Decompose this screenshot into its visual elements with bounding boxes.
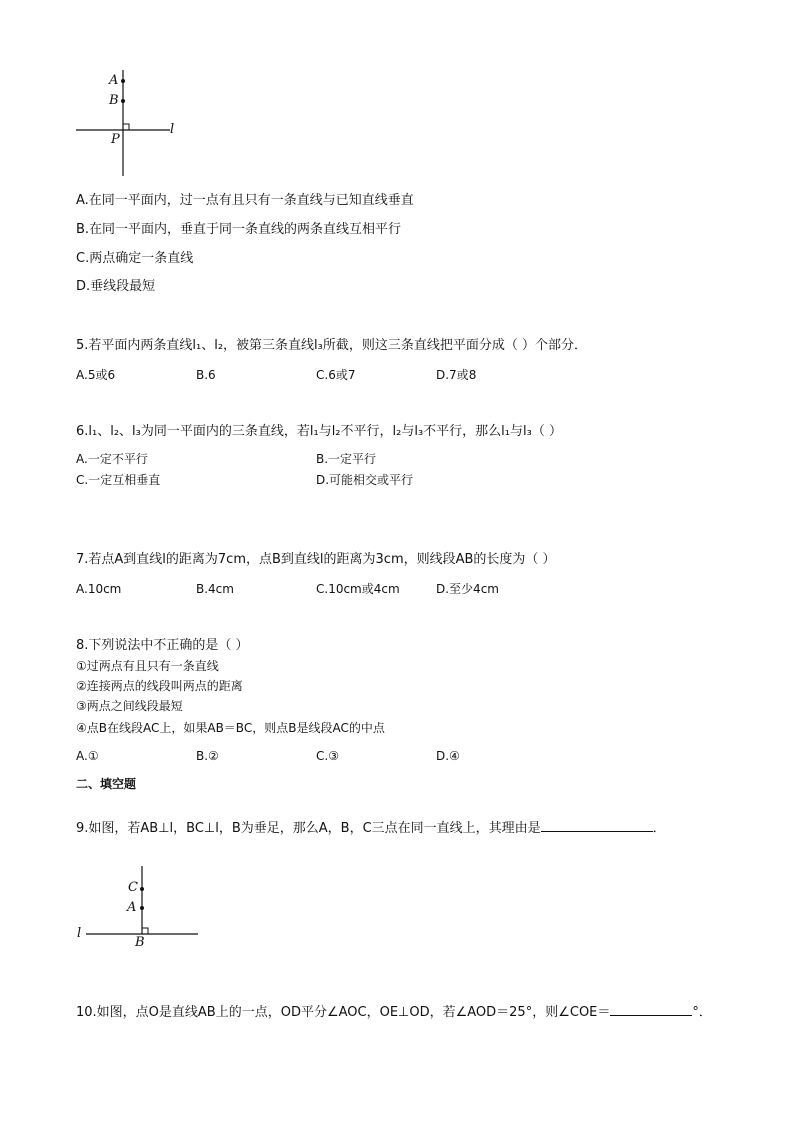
figure-9-label-b: B [135,935,145,950]
section-2-title: 二、填空题 [76,777,137,791]
q4-option-b: B.在同一平面内，垂直于同一条直线的两条直线互相平行 [76,222,402,237]
figure-9-label-a: A [127,900,137,915]
q8-option-d: D.④ [436,749,460,763]
q10-stem: 10.如图，点O是直线AB上的一点，OD平分∠AOC，OE⊥OD，若∠AOD＝25°，则∠COE＝ [76,1005,611,1020]
figure-1-label-l: l [170,122,175,137]
q10-end: °． [692,1005,712,1020]
q4-option-d: D.垂线段最短 [76,279,156,294]
q10-answer-blank[interactable] [610,1003,692,1016]
q8-statement-2: ②连接两点的线段叫两点的距离 [76,679,243,693]
q7-stem: 7.若点A到直线l的距离为7cm，点B到直线l的距离为3cm，则线段AB的长度为（ ） [76,552,556,567]
q4-option-a: A.在同一平面内，过一点有且只有一条直线与已知直线垂直 [76,193,414,208]
figure-1-label-b: B [109,93,119,108]
q6-option-a: A.一定不平行 [76,452,148,466]
q8-statement-4: ④点B在线段AC上，如果AB＝BC，则点B是线段AC的中点 [76,721,385,735]
figure-1-label-p: P [111,132,120,147]
q5-option-c: C.6或7 [316,368,356,382]
q7-option-c: C.10cm或4cm [316,582,400,596]
q5-stem: 5.若平面内两条直线l₁、l₂，被第三条直线l₃所截，则这三条直线把平面分成（ ）个部分． [76,338,588,353]
q6-option-d: D.可能相交或平行 [316,473,414,487]
figure-9-label-c: C [128,880,138,895]
q8-option-c: C.③ [316,749,339,763]
q9-end: ． [652,821,666,836]
figure-1-label-a: A [109,73,119,88]
figure-9-label-l: l [77,926,82,941]
q8-statement-3: ③两点之间线段最短 [76,699,183,713]
q9-stem: 9.如图，若AB⊥l，BC⊥l，B为垂足，那么A，B，C三点在同一直线上，其理由是 [76,821,541,836]
q7-option-a: A.10cm [76,582,122,596]
q6-option-b: B.一定平行 [316,452,377,466]
q5-option-a: A.5或6 [76,368,116,382]
q8-option-b: B.② [196,749,219,763]
q5-option-d: D.7或8 [436,368,477,382]
q7-option-b: B.4cm [196,582,234,596]
q6-option-c: C.一定互相垂直 [76,473,161,487]
q4-option-c: C.两点确定一条直线 [76,251,194,266]
q8-statement-1: ①过两点有且只有一条直线 [76,659,219,673]
q8-stem: 8.下列说法中不正确的是（ ） [76,638,249,653]
q7-option-d: D.至少4cm [436,582,499,596]
q6-stem: 6.l₁、l₂、l₃为同一平面内的三条直线，若l₁与l₂不平行，l₂与l₃不平行，那么l₁与l₃（ ） [76,424,562,439]
q5-option-b: B.6 [196,368,216,382]
q8-option-a: A.① [76,749,99,763]
q10-line [76,1003,712,1022]
